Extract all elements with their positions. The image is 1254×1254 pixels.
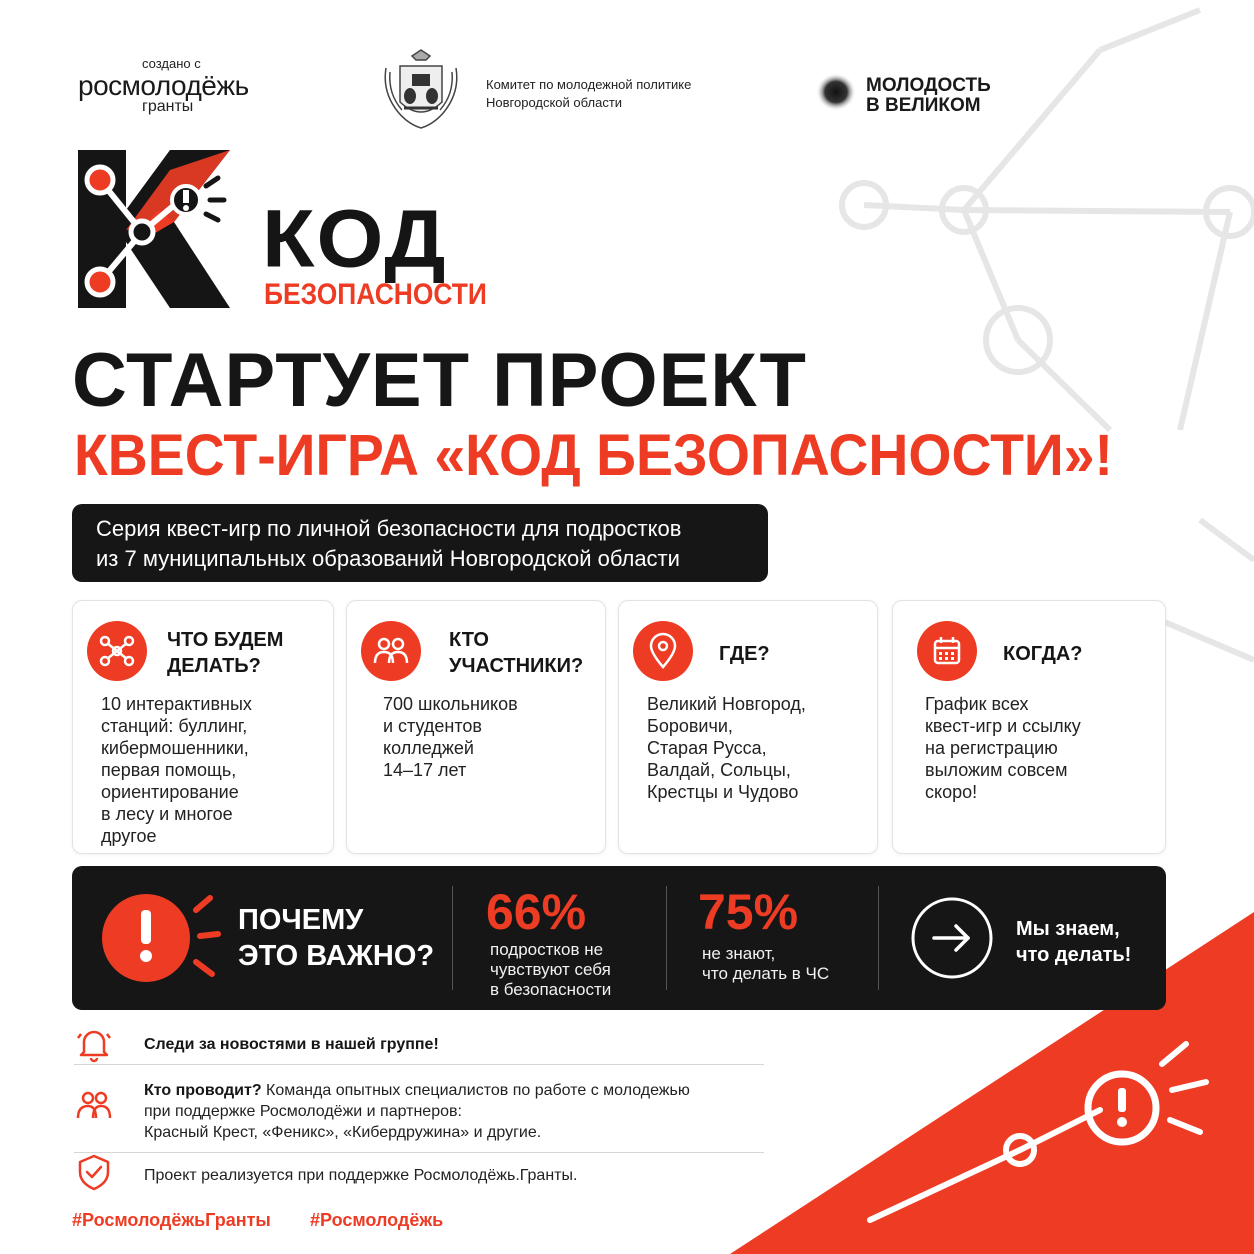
stats-divider	[666, 886, 667, 990]
card-what	[72, 600, 334, 854]
stat-75-value: 75%	[698, 884, 799, 940]
stat-66-value: 66%	[486, 884, 587, 940]
stat-66-text: подростков не чувствуют себя в безопасности	[490, 940, 612, 999]
calendar-icon	[917, 621, 977, 681]
committee-line-2: Новгородской области	[486, 95, 623, 110]
logo-kod-word: КОД	[262, 193, 448, 285]
who-conducts-line-1	[144, 1080, 764, 1101]
grants-label: гранты	[142, 98, 194, 115]
hashtag-rosmolodezh-granty[interactable]: #РосмолодёжьГранты	[72, 1210, 271, 1230]
arrow-right-icon[interactable]	[910, 896, 994, 980]
location-pin-icon	[633, 621, 693, 681]
series-line-1: Серия квест-игр по личной безопасности для подростков	[96, 516, 682, 541]
series-description-box	[72, 504, 768, 582]
card-where-title: ГДЕ?	[719, 643, 770, 665]
headline-start: СТАРТУЕТ ПРОЕКТ	[72, 338, 807, 423]
bell-icon	[74, 1024, 114, 1064]
headline-quest: КВЕСТ-ИГРА «КОД БЕЗОПАСНОСТИ»!	[74, 423, 1113, 488]
series-line-2: из 7 муниципальных образований Новгородской области	[96, 546, 680, 571]
rosmolodezh-logo: росмолодёжь	[78, 70, 249, 101]
hashtag-rosmolodezh[interactable]: #Росмолодёжь	[310, 1210, 444, 1230]
row-divider	[74, 1152, 764, 1153]
who-conducts-line-3: Красный Крест, «Феникс», «Кибердружина» и другие.	[144, 1124, 542, 1141]
logo-bezopasnosti-word: БЕЗОПАСНОСТИ	[264, 278, 487, 311]
support-text: Проект реализуется при поддержке Росмолодёжь.Гранты.	[144, 1167, 578, 1184]
alert-icon	[98, 886, 228, 996]
card-who-text: 700 школьников и студентов колледжей 14–17 лет	[383, 694, 518, 780]
card-who-title: КТО УЧАСТНИКИ?	[449, 629, 584, 677]
created-with-label: создано с	[142, 56, 201, 71]
why-important-title: ПОЧЕМУ ЭТО ВАЖНО?	[238, 904, 435, 972]
card-when-text: График всех квест-игр и ссылку на регистрацию выложим совсем скоро!	[925, 694, 1081, 802]
card-what-text: 10 интерактивных станций: буллинг, кибермошенники, первая помощь, ориентирование в лесу и многое другое	[101, 694, 252, 846]
card-who	[346, 600, 606, 854]
card-when	[892, 600, 1166, 854]
stats-divider	[878, 886, 879, 990]
card-where	[618, 600, 878, 854]
committee-line-1: Комитет по молодежной политике	[486, 77, 692, 92]
who-conducts-line-2: при поддержке Росмолодёжи и партнеров:	[144, 1103, 462, 1120]
molodost-logo-icon	[814, 72, 858, 112]
k-logo-icon	[78, 150, 238, 310]
row-divider	[74, 1064, 764, 1065]
who-conducts-text	[144, 1080, 764, 1143]
people-icon	[361, 621, 421, 681]
we-know-text: Мы знаем, что делать!	[1016, 918, 1132, 966]
why-important-bar	[72, 866, 1166, 1010]
card-what-title: ЧТО БУДЕМ ДЕЛАТЬ?	[167, 629, 284, 677]
who-conducts-description: Команда опытных специалистов по работе с молодежью	[261, 1082, 690, 1099]
card-when-title: КОГДА?	[1003, 643, 1083, 665]
coat-of-arms-icon	[378, 42, 464, 134]
shield-check-icon	[74, 1152, 114, 1192]
people-outline-icon	[74, 1086, 114, 1126]
molodost-line-1: МОЛОДОСТЬ	[866, 75, 991, 96]
card-where-text: Великий Новгород, Боровичи, Старая Русса, Валдай, Сольцы, Крестцы и Чудово	[647, 694, 806, 802]
molodost-line-2: В ВЕЛИКОМ	[866, 95, 981, 116]
stats-divider	[452, 886, 453, 990]
stat-75-text: не знают, что делать в ЧС	[702, 944, 830, 983]
molodost-logo-text	[866, 76, 991, 116]
committee-label	[486, 76, 726, 112]
who-conducts-label: Кто проводит?	[144, 1082, 262, 1099]
network-icon	[87, 621, 147, 681]
follow-news-link[interactable]: Следи за новостями в нашей группе!	[144, 1036, 439, 1053]
